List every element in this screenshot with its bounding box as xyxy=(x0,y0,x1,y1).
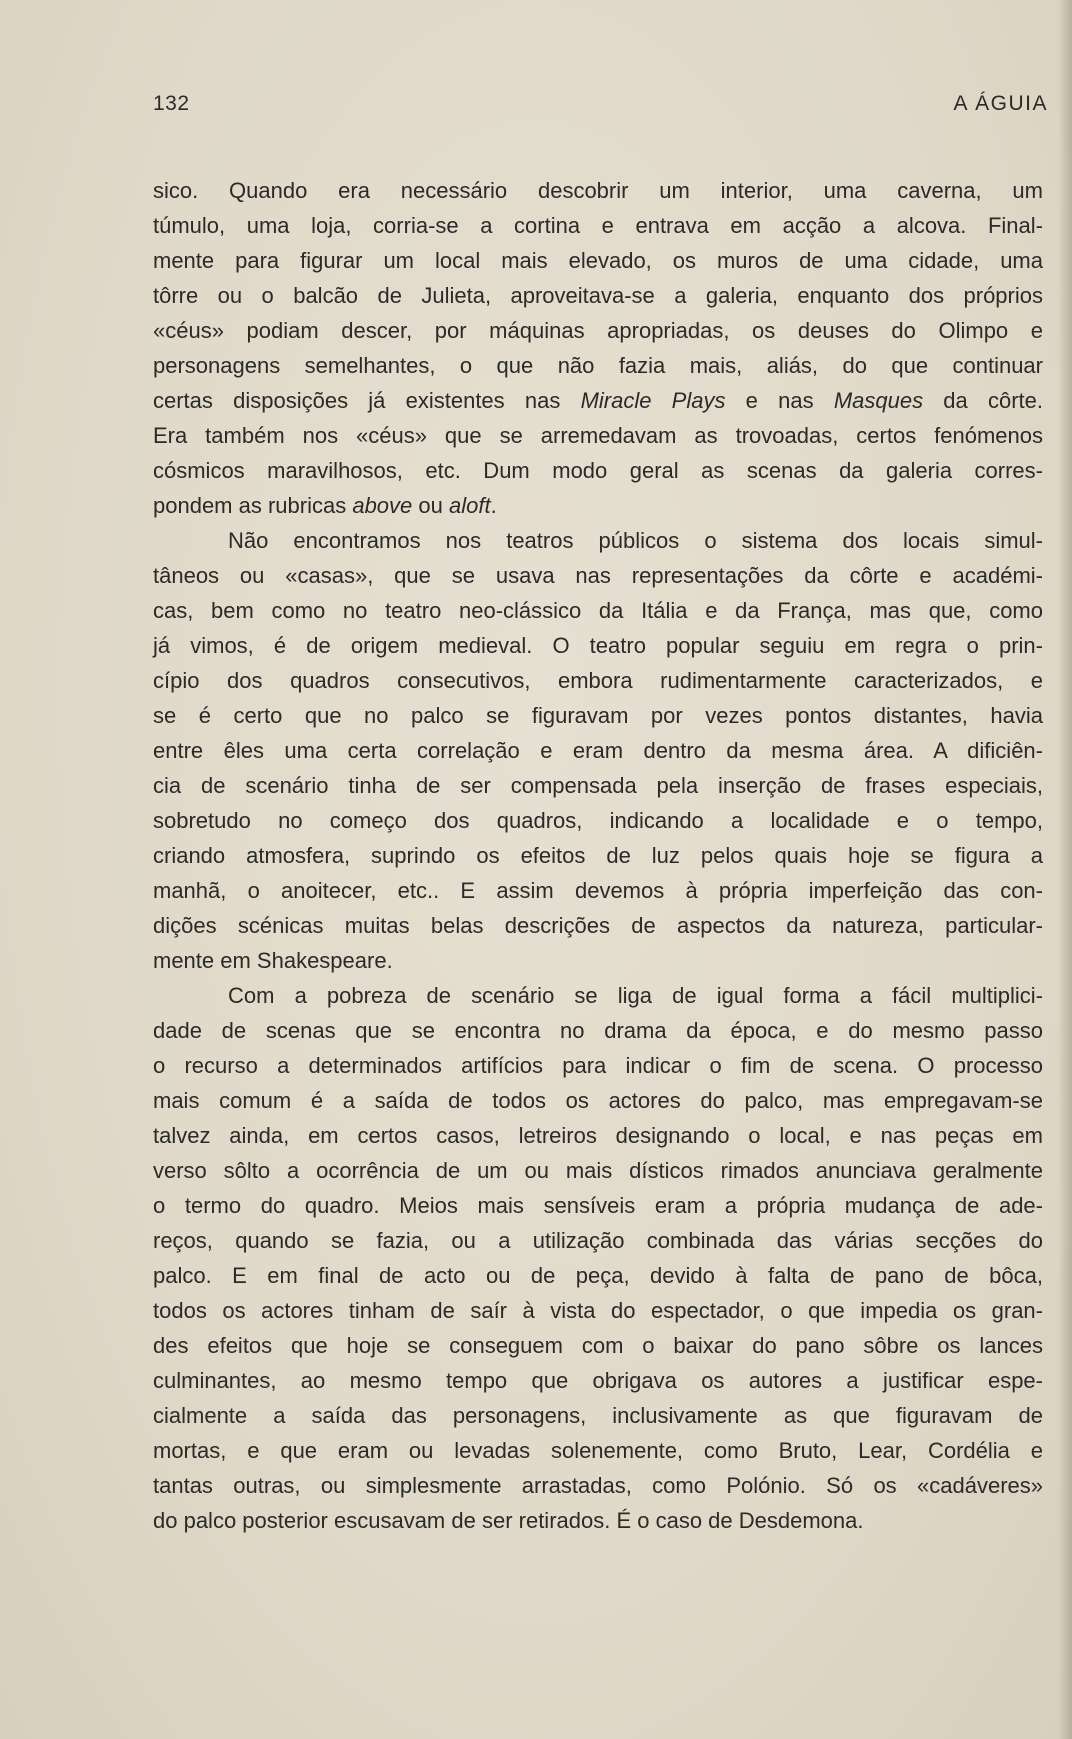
text-line: mais comum é a saída de todos os actores do palco, mas empregavam-se xyxy=(153,1088,1043,1113)
text-line: se é certo que no palco se figuravam por vezes pontos distantes, havia xyxy=(153,703,1043,728)
text-line: do palco posterior escusavam de ser retirados. É o caso de Desdemona. xyxy=(153,1508,864,1533)
body-text xyxy=(153,173,1043,1538)
text-line: cia de scenário tinha de ser compensada pela inserção de frases especiais, xyxy=(153,773,1043,798)
text-line: Não encontramos nos teatros públicos o sistema dos locais simul- xyxy=(228,528,1043,553)
text-line: manhã, o anoitecer, etc.. E assim devemos à própria imperfeição das con- xyxy=(153,878,1043,903)
text-line: Com a pobreza de scenário se liga de igual forma a fácil multiplici- xyxy=(228,983,1043,1008)
text-line: tantas outras, ou simplesmente arrastadas, como Polónio. Só os «cadáveres» xyxy=(153,1473,1043,1498)
text-line: cípio dos quadros consecutivos, embora rudimentarmente caracterizados, e xyxy=(153,668,1043,693)
text-line: mente em Shakespeare. xyxy=(153,948,393,973)
text-line: mortas, e que eram ou levadas solenemente, como Bruto, Lear, Cordélia e xyxy=(153,1438,1043,1463)
text-line: dições scénicas muitas belas descrições de aspectos da natureza, particular- xyxy=(153,913,1043,938)
text-line: dade de scenas que se encontra no drama da época, e do mesmo passo xyxy=(153,1018,1043,1043)
text-line: tâneos ou «casas», que se usava nas representações da côrte e académi- xyxy=(153,563,1043,588)
text-line: sico. Quando era necessário descobrir um interior, uma caverna, um xyxy=(153,178,1043,203)
text-line: talvez ainda, em certos casos, letreiros designando o local, e nas peças em xyxy=(153,1123,1043,1148)
page-header xyxy=(153,92,1053,122)
running-head: A ÁGUIA xyxy=(953,92,1048,115)
text-line: personagens semelhantes, o que não fazia mais, aliás, do que continuar xyxy=(153,353,1043,378)
paragraph xyxy=(153,523,1043,978)
paragraph xyxy=(153,978,1043,1538)
text-line: palco. E em final de acto ou de peça, devido à falta de pano de bôca, xyxy=(153,1263,1043,1288)
text-line: culminantes, ao mesmo tempo que obrigava os autores a justificar espe- xyxy=(153,1368,1043,1393)
page-number: 132 xyxy=(153,92,190,115)
text-line: tôrre ou o balcão de Julieta, aproveitava-se a galeria, enquanto dos próprios xyxy=(153,283,1043,308)
text-line: verso sôlto a ocorrência de um ou mais dísticos rimados anunciava geralmente xyxy=(153,1158,1043,1183)
text-line: todos os actores tinham de saír à vista do espectador, o que impedia os gran- xyxy=(153,1298,1043,1323)
text-line: o termo do quadro. Meios mais sensíveis eram a própria mudança de ade- xyxy=(153,1193,1043,1218)
text-line: já vimos, é de origem medieval. O teatro popular seguiu em regra o prin- xyxy=(153,633,1043,658)
text-line: entre êles uma certa correlação e eram dentro da mesma área. A dificiên- xyxy=(153,738,1043,763)
text-line: túmulo, uma loja, corria-se a cortina e entrava em acção a alcova. Final- xyxy=(153,213,1043,238)
text-line: pondem as rubricas above ou aloft. xyxy=(153,493,497,518)
text-line: cas, bem como no teatro neo-clássico da Itália e da França, mas que, como xyxy=(153,598,1043,623)
paragraph xyxy=(153,173,1043,523)
text-line: sobretudo no começo dos quadros, indicando a localidade e o tempo, xyxy=(153,808,1043,833)
text-line: mente para figurar um local mais elevado, os muros de uma cidade, uma xyxy=(153,248,1043,273)
text-line: des efeitos que hoje se conseguem com o baixar do pano sôbre os lances xyxy=(153,1333,1043,1358)
text-line: reços, quando se fazia, ou a utilização combinada das várias secções do xyxy=(153,1228,1043,1253)
text-line: certas disposições já existentes nas Miracle Plays e nas Masques da côrte. xyxy=(153,388,1044,413)
text-line: cialmente a saída das personagens, inclusivamente as que figuravam de xyxy=(153,1403,1043,1428)
text-line: «céus» podiam descer, por máquinas apropriadas, os deuses do Olimpo e xyxy=(153,318,1043,343)
text-line: Era também nos «céus» que se arremedavam as trovoadas, certos fenómenos xyxy=(153,423,1043,448)
page-edge-shadow xyxy=(1058,0,1072,1739)
text-line: criando atmosfera, suprindo os efeitos de luz pelos quais hoje se figura a xyxy=(153,843,1043,868)
text-line: cósmicos maravilhosos, etc. Dum modo geral as scenas da galeria corres- xyxy=(153,458,1043,483)
text-line: o recurso a determinados artifícios para indicar o fim de scena. O processo xyxy=(153,1053,1043,1078)
